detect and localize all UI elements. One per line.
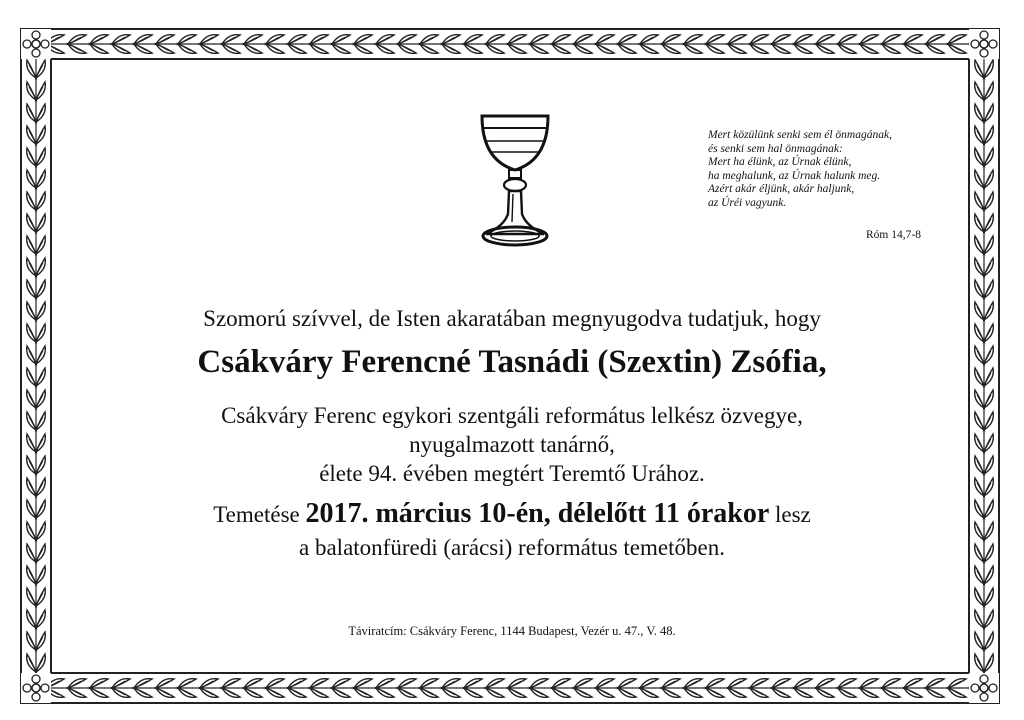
- deceased-name: Csákváry Ferencné Tasnádi (Szextin) Zsófia,: [197, 344, 827, 380]
- flower-corner-icon: [21, 673, 51, 703]
- verse-line: az Úréi vagyunk.: [708, 196, 787, 209]
- laurel-border-left: [22, 58, 50, 674]
- funeral-prefix: Temetése: [213, 502, 306, 527]
- verse-line: Azért akár éljünk, akár haljunk,: [708, 183, 855, 196]
- flower-corner-icon: [969, 29, 999, 59]
- laurel-top-svg: [22, 30, 998, 58]
- funeral-suffix: lesz: [769, 502, 811, 527]
- verse-line: Mert ha élünk, az Úrnak élünk,: [708, 156, 852, 169]
- bible-verse: [708, 129, 948, 211]
- funeral-location: a balatonfüredi (arácsi) református temetőben.: [299, 535, 725, 560]
- laurel-border-right: [970, 58, 998, 674]
- description: [60, 401, 964, 488]
- description-line: nyugalmazott tanárnő,: [409, 432, 615, 457]
- intro-text: Szomorú szívvel, de Isten akaratában megnyugodva tudatjuk, hogy: [203, 306, 821, 331]
- laurel-right-svg: [970, 58, 998, 674]
- funeral-info: [60, 497, 964, 564]
- description-line: élete 94. évében megtért Teremtő Urához.: [319, 461, 705, 486]
- verse-line: Mert közülünk senki sem él önmagának,: [708, 129, 892, 141]
- flower-corner-icon: [969, 673, 999, 703]
- verse-line: és senki sem hal önmagának:: [708, 142, 843, 155]
- verse-line: ha meghalunk, az Úrnak halunk meg.: [708, 169, 881, 182]
- laurel-bottom-svg: [22, 674, 998, 702]
- flower-corner-icon: [21, 29, 51, 59]
- laurel-border-bottom: [22, 674, 998, 702]
- funeral-time-line: [60, 497, 964, 531]
- telegram-address: Táviratcím: Csákváry Ferenc, 1144 Budapest, Vezér u. 47., V. 48.: [348, 624, 676, 638]
- chalice-icon: [470, 108, 560, 258]
- description-line: Csákváry Ferenc egykori szentgáli református lelkész özvegye,: [221, 403, 803, 428]
- verse-reference: Róm 14,7-8: [866, 229, 921, 241]
- laurel-border-top: [22, 30, 998, 58]
- funeral-datetime: 2017. március 10-én, délelőtt 11 órakor: [305, 498, 770, 529]
- laurel-left-svg: [22, 58, 50, 674]
